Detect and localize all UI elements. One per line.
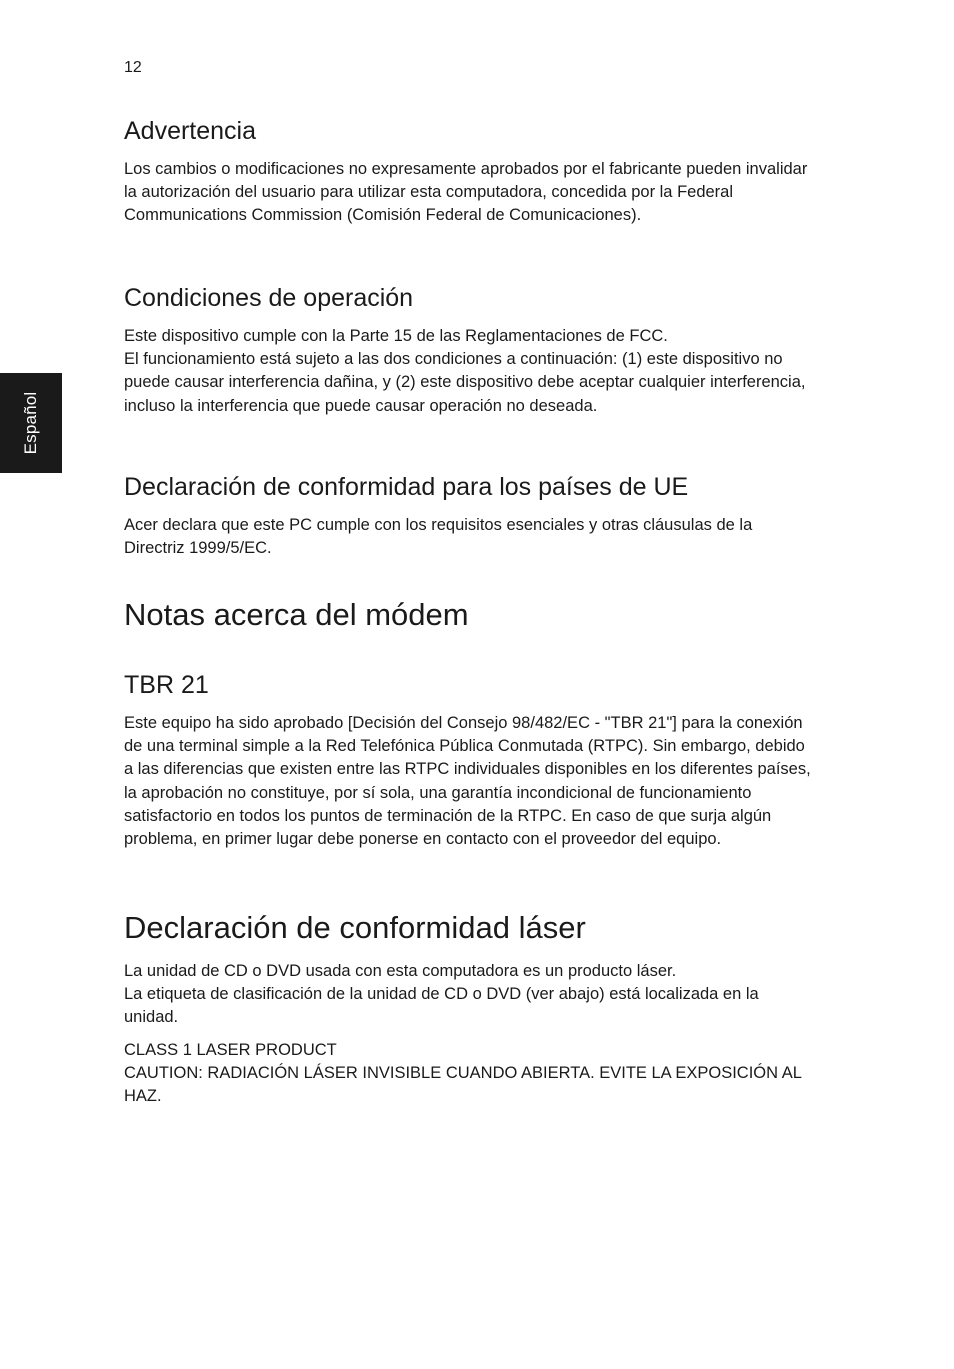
laser-caution-label: CAUTION: RADIACIÓN LÁSER INVISIBLE CUANDO ABIERTA. EVITE LA EXPOSICIÓN AL HAZ. (124, 1063, 802, 1106)
section-condiciones (124, 283, 814, 418)
chapter-title-modem: Notas acerca del módem (124, 597, 469, 632)
section-conformidad-ue (124, 472, 814, 560)
chapter-title-laser: Declaración de conformidad láser (124, 910, 586, 945)
section-laser (124, 910, 814, 1108)
section-title-conformidad-ue: Declaración de conformidad para los países de UE (124, 473, 689, 501)
section-title-condiciones: Condiciones de operación (124, 284, 414, 312)
paragraph-tbr21: Este equipo ha sido aprobado [Decisión del Consejo 98/482/EC - "TBR 21"] para la conexión de una terminal simple a la Red Telefónica Pública Conmutada (RTPC). Sin embargo, debido a las diferencias que existen entre las RTPC individuales disponibles en los diferentes países, la aprobación no constituye, por sí sola, una garantía incondicional de funcionamiento satisfactorio en todos los puntos de terminación de la RTPC. En caso de que surja algún problema, en primer lugar debe ponerse en contacto con el proveedor del equipo. (124, 714, 811, 849)
paragraph-advertencia: Los cambios o modificaciones no expresamente aprobados por el fabricante pueden invalidar la autorización del usuario para utilizar esta computadora, concedida por la Federal Communications Commission (Comisión Federal de Comunicaciones). (124, 160, 808, 225)
language-tab (0, 373, 62, 473)
section-modem (124, 597, 814, 633)
paragraph-condiciones-line1: Este dispositivo cumple con la Parte 15 de las Reglamentaciones de FCC. (124, 327, 668, 345)
language-tab-label: Español (21, 391, 40, 455)
paragraph-condiciones: El funcionamiento está sujeto a las dos condiciones a continuación: (1) este dispositivo no puede causar interferencia dañina, y (2) este dispositivo debe aceptar cualquier interferencia, incluso la interferencia que puede causar operación no deseada. (124, 350, 806, 415)
laser-class-label: CLASS 1 LASER PRODUCT (124, 1040, 337, 1059)
section-title-advertencia: Advertencia (124, 117, 257, 145)
paragraph-laser: La etiqueta de clasificación de la unidad de CD o DVD (ver abajo) está localizada en la unidad. (124, 985, 759, 1027)
section-title-tbr21: TBR 21 (124, 671, 209, 699)
section-advertencia (124, 116, 814, 228)
page-number: 12 (124, 59, 142, 76)
section-tbr21 (124, 670, 814, 851)
paragraph-laser-line1: La unidad de CD o DVD usada con esta computadora es un producto láser. (124, 962, 677, 980)
paragraph-conformidad-ue: Acer declara que este PC cumple con los requisitos esenciales y otras cláusulas de la Directriz 1999/5/EC. (124, 516, 753, 558)
